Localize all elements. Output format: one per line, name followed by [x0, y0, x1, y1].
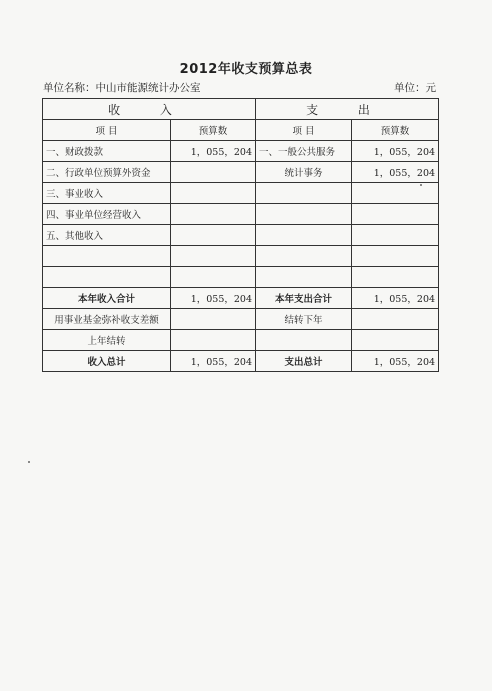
unit-name: 单位名称：中山市能源统计办公室 [43, 82, 201, 94]
expense-item [256, 246, 352, 267]
expense-total-amount: 1，055，204 [352, 351, 439, 372]
income-subtotal-amount: 1，055，204 [171, 288, 256, 309]
income-item: 四、事业单位经营收入 [43, 204, 171, 225]
table-row [43, 246, 439, 267]
income-item [43, 267, 171, 288]
subtotal-row [43, 288, 439, 309]
expense-amount [352, 183, 439, 204]
expense-item [256, 183, 352, 204]
expense-item [256, 267, 352, 288]
income-item: 五、其他收入 [43, 225, 171, 246]
table-row [43, 141, 439, 162]
expense-item [256, 225, 352, 246]
expense-amount: 1，055，204 [352, 162, 439, 183]
expense-section-header: 支 出 [256, 99, 439, 120]
fund-row [43, 309, 439, 330]
table-row [43, 267, 439, 288]
total-row [43, 351, 439, 372]
income-item-header: 项 目 [43, 120, 171, 141]
currency-unit: 单位：元 [394, 82, 436, 94]
empty-cell [256, 330, 352, 351]
expense-budget-header: 预算数 [352, 120, 439, 141]
income-amount [171, 183, 256, 204]
expense-amount: 1，055，204 [352, 141, 439, 162]
expense-total-label: 支出总计 [256, 351, 352, 372]
expense-item: 统计事务 [256, 162, 352, 183]
expense-amount [352, 267, 439, 288]
budget-table [42, 98, 439, 372]
income-item: 一、财政拨款 [43, 141, 171, 162]
income-subtotal-label: 本年收入合计 [43, 288, 171, 309]
income-total-label: 收入总计 [43, 351, 171, 372]
expense-subtotal-label: 本年支出合计 [256, 288, 352, 309]
column-header-row [43, 120, 439, 141]
expense-amount [352, 204, 439, 225]
income-budget-header: 预算数 [171, 120, 256, 141]
income-total-amount: 1，055，204 [171, 351, 256, 372]
income-item: 三、事业收入 [43, 183, 171, 204]
expense-amount [352, 246, 439, 267]
section-header-row [43, 99, 439, 120]
income-amount [171, 204, 256, 225]
expense-amount [352, 225, 439, 246]
income-item: 二、行政单位预算外资金 [43, 162, 171, 183]
income-amount [171, 246, 256, 267]
income-amount: 1，055，204 [171, 141, 256, 162]
prior-year-carry-amount [171, 330, 256, 351]
fund-balance-amount [171, 309, 256, 330]
carry-row [43, 330, 439, 351]
empty-cell [352, 330, 439, 351]
expense-subtotal-amount: 1，055，204 [352, 288, 439, 309]
income-item [43, 246, 171, 267]
income-amount [171, 162, 256, 183]
table-row [43, 225, 439, 246]
income-amount [171, 225, 256, 246]
expense-item-header: 项 目 [256, 120, 352, 141]
income-section-header: 收 入 [43, 99, 256, 120]
prior-year-carry-label: 上年结转 [43, 330, 171, 351]
table-row [43, 162, 439, 183]
scan-speck [28, 461, 30, 463]
expense-item [256, 204, 352, 225]
expense-item: 一、一般公共服务 [256, 141, 352, 162]
table-row [43, 204, 439, 225]
scan-speck [420, 184, 422, 186]
carry-forward-label: 结转下年 [256, 309, 352, 330]
document-title: 2012年收支预算总表 [179, 62, 313, 77]
income-amount [171, 267, 256, 288]
fund-balance-label: 用事业基金弥补收支差额 [43, 309, 171, 330]
carry-forward-amount [352, 309, 439, 330]
table-row [43, 183, 439, 204]
